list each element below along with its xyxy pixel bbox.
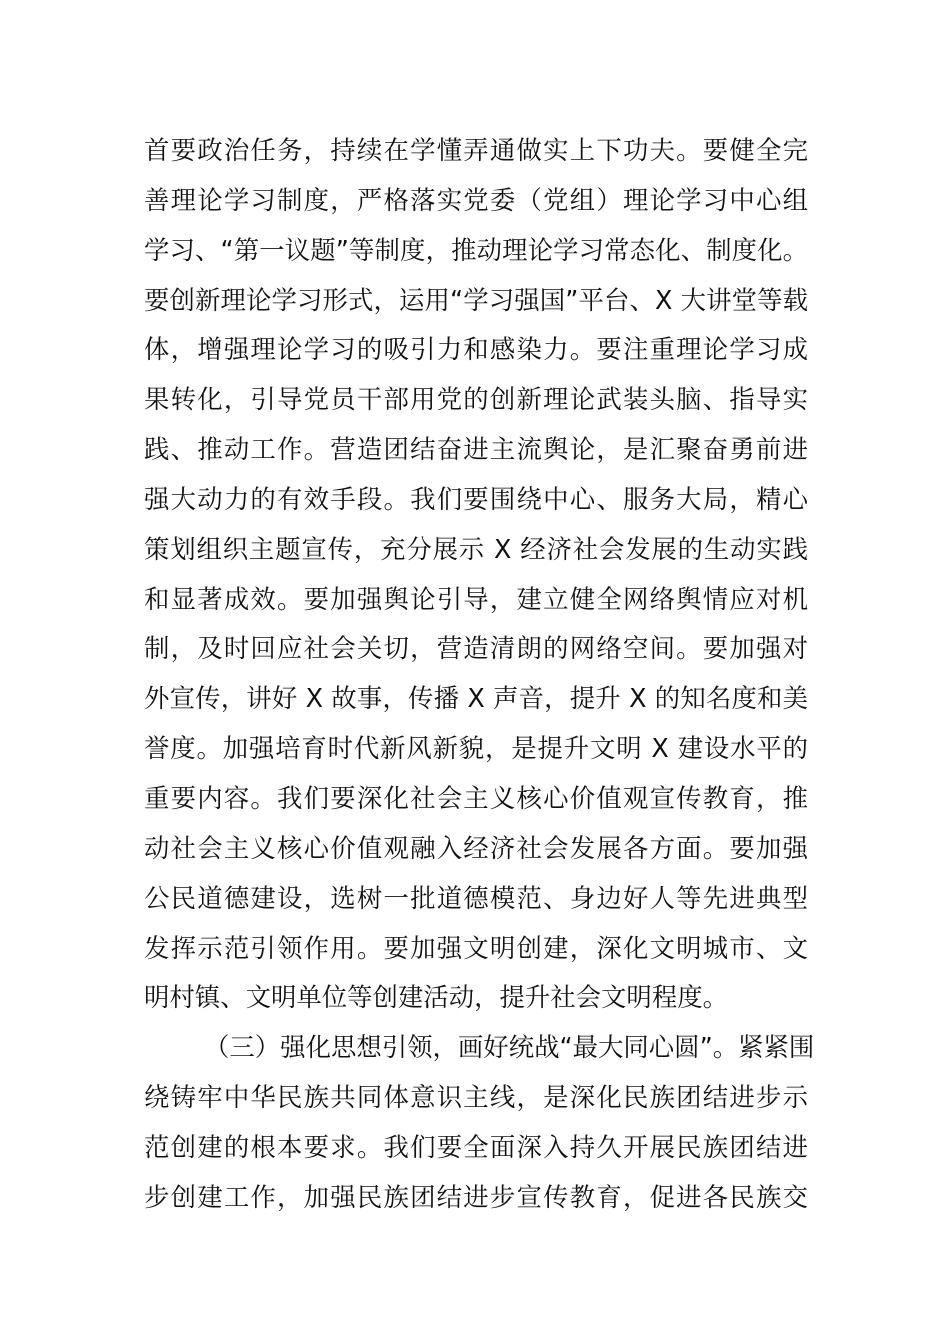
document-body [144,126,815,1223]
text-line: 发挥示范引领作用。要加强文明创建，深化文明城市、文 [144,932,808,963]
text-line: 绕铸牢中华民族共同体意识主线，是深化民族团结进步示 [144,1082,808,1113]
text-line: 范创建的根本要求。我们要全面深入持久开展民族团结进 [144,1131,808,1162]
text-line: 明村镇、文明单位等创建活动，提升社会文明程度。 [144,982,728,1013]
text-line: 学习、“第一议题”等制度，推动理论学习常态化、制度化。 [144,234,808,265]
text-line: 外宣传，讲好 X 故事，传播 X 声音，提升 X 的知名度和美 [144,683,808,714]
text-line: 动社会主义核心价值观融入经济社会发展各方面。要加强 [144,832,808,863]
text-line: 果转化，引导党员干部用党的创新理论武装头脑、指导实 [144,384,808,415]
text-line: 体，增强理论学习的吸引力和感染力。要注重理论学习成 [144,334,808,365]
text-line: 重要内容。我们要深化社会主义核心价值观宣传教育，推 [144,782,808,813]
text-line: 善理论学习制度，严格落实党委（党组）理论学习中心组 [144,184,808,215]
text-line: 公民道德建设，选树一批道德模范、身边好人等先进典型 [144,882,808,913]
text-line: 首要政治任务，持续在学懂弄通做实上下功夫。要健全完 [144,135,808,165]
text-line: 践、推动工作。营造团结奋进主流舆论，是汇聚奋勇前进 [144,434,808,465]
text-line: 步创建工作，加强民族团结进步宣传教育，促进各民族交 [144,1181,808,1212]
text-line: 策划组织主题宣传，充分展示 X 经济社会发展的生动实践 [144,533,808,564]
text-line: 誉度。加强培育时代新风新貌，是提升文明 X 建设水平的 [144,733,808,764]
text-line: 和显著成效。要加强舆论引导，建立健全网络舆情应对机 [144,583,808,614]
section-heading-line: （三）强化思想引领，画好统战“最大同心圆”。紧紧围 [204,1032,815,1063]
text-line: 强大动力的有效手段。我们要围绕中心、服务大局，精心 [144,483,808,514]
text-line: 制，及时回应社会关切，营造清朗的网络空间。要加强对 [144,633,808,664]
text-line: 要创新理论学习形式，运用“学习强国”平台、X 大讲堂等载 [144,284,808,315]
